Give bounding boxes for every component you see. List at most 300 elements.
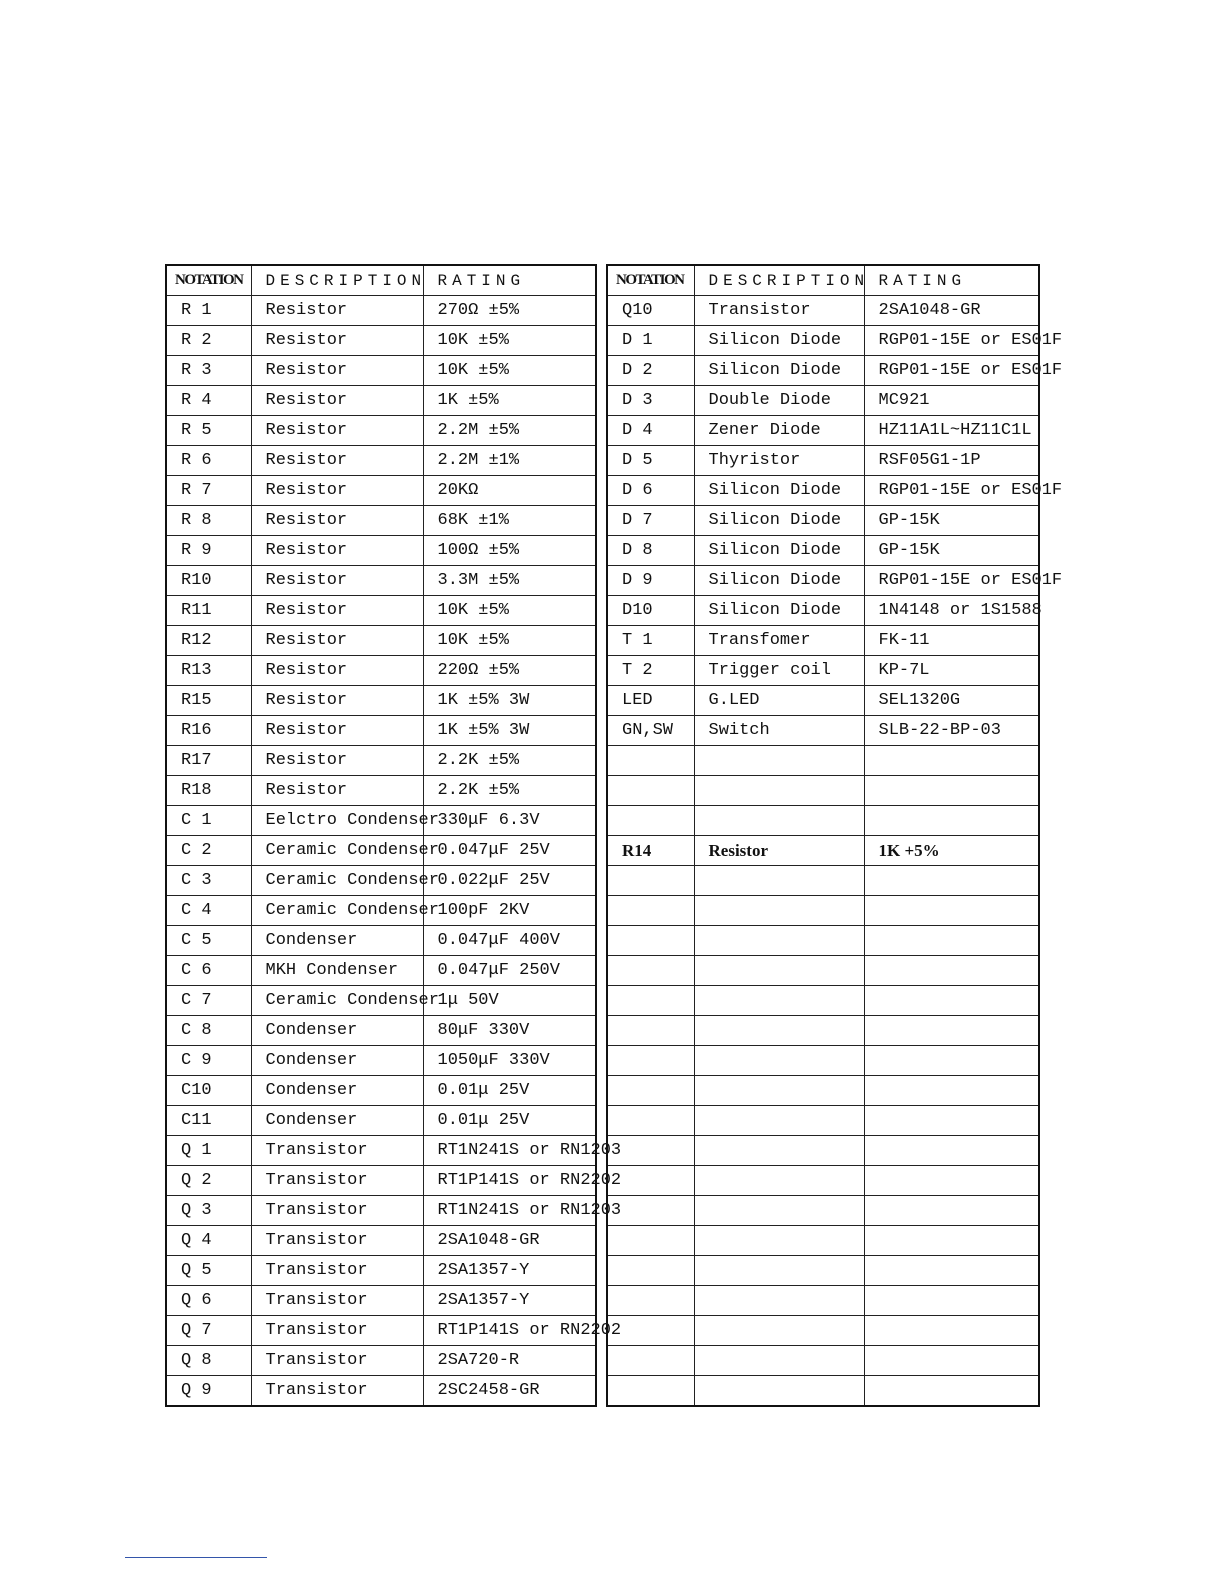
rating-cell	[864, 1346, 1039, 1376]
description-cell	[694, 776, 864, 806]
table-row	[607, 656, 1039, 686]
description-cell: Resistor	[251, 326, 423, 356]
notation-cell	[607, 1196, 694, 1226]
description-cell: Resistor	[251, 716, 423, 746]
rating-cell: 0.022μF 25V	[423, 866, 596, 896]
table-row	[166, 776, 596, 806]
rating-cell: 68K ±1%	[423, 506, 596, 536]
description-cell: Condenser	[251, 1106, 423, 1136]
table-row	[166, 896, 596, 926]
parts-table-left-body	[166, 296, 622, 1407]
description-cell: Condenser	[251, 1076, 423, 1106]
rating-cell: 80μF 330V	[423, 1016, 596, 1046]
notation-cell	[607, 1346, 694, 1376]
description-cell: Resistor	[251, 686, 423, 716]
table-row	[166, 1166, 596, 1196]
description-cell	[694, 956, 864, 986]
notation-cell: R11	[166, 596, 251, 626]
notation-cell: C 9	[166, 1046, 251, 1076]
rating-cell: GP-15K	[864, 506, 1039, 536]
notation-cell	[607, 1016, 694, 1046]
notation-cell: R 4	[166, 386, 251, 416]
description-cell	[694, 1076, 864, 1106]
notation-cell: T 1	[607, 626, 694, 656]
notation-cell: C 7	[166, 986, 251, 1016]
table-row	[607, 866, 1039, 896]
table-row	[607, 1196, 1039, 1226]
description-cell: Silicon Diode	[694, 506, 864, 536]
table-row	[166, 1076, 596, 1106]
description-cell: Transistor	[251, 1196, 423, 1226]
parts-table-right-body	[607, 296, 1063, 1407]
description-cell: MKH Condenser	[251, 956, 423, 986]
notation-cell: D 1	[607, 326, 694, 356]
rating-cell: 10K ±5%	[423, 356, 596, 386]
description-cell	[694, 1316, 864, 1346]
description-cell: Transistor	[251, 1376, 423, 1407]
header-row	[607, 265, 1039, 296]
description-cell: Double Diode	[694, 386, 864, 416]
table-row	[166, 296, 596, 326]
description-cell: Transistor	[251, 1226, 423, 1256]
rating-cell	[864, 1316, 1039, 1346]
notation-cell	[607, 776, 694, 806]
notation-cell: Q 2	[166, 1166, 251, 1196]
notation-cell: T 2	[607, 656, 694, 686]
table-row	[607, 926, 1039, 956]
table-row	[166, 476, 596, 506]
description-cell	[694, 1226, 864, 1256]
rating-cell: 220Ω ±5%	[423, 656, 596, 686]
rating-cell: 20KΩ	[423, 476, 596, 506]
description-cell: Transistor	[694, 296, 864, 326]
rating-cell: 270Ω ±5%	[423, 296, 596, 326]
rating-cell: 10K ±5%	[423, 326, 596, 356]
description-cell	[694, 1256, 864, 1286]
rating-cell: RGP01-15E or ES01F	[864, 476, 1039, 506]
rating-cell: 0.047μF 400V	[423, 926, 596, 956]
table-row	[607, 1346, 1039, 1376]
rating-cell: RSF05G1-1P	[864, 446, 1039, 476]
notation-cell: R 7	[166, 476, 251, 506]
rating-cell	[864, 956, 1039, 986]
table-row	[166, 926, 596, 956]
description-cell: Zener Diode	[694, 416, 864, 446]
description-cell: Resistor	[251, 746, 423, 776]
rating-cell: 10K ±5%	[423, 626, 596, 656]
table-row	[166, 1016, 596, 1046]
table-row	[607, 1316, 1039, 1346]
rating-cell: KP-7L	[864, 656, 1039, 686]
notation-cell: GN,SW	[607, 716, 694, 746]
rating-cell: 1μ 50V	[423, 986, 596, 1016]
notation-cell	[607, 1076, 694, 1106]
notation-cell: R14	[607, 836, 694, 866]
notation-cell: Q10	[607, 296, 694, 326]
rating-cell	[864, 1286, 1039, 1316]
description-cell: Resistor	[694, 836, 864, 866]
description-cell: Resistor	[251, 536, 423, 566]
notation-cell: R17	[166, 746, 251, 776]
notation-cell: R 2	[166, 326, 251, 356]
table-row	[607, 1226, 1039, 1256]
description-cell: Silicon Diode	[694, 356, 864, 386]
description-cell	[694, 1136, 864, 1166]
table-row	[607, 386, 1039, 416]
description-cell: Resistor	[251, 656, 423, 686]
table-row	[607, 536, 1039, 566]
rating-cell: 1K ±5% 3W	[423, 686, 596, 716]
rating-cell: MC921	[864, 386, 1039, 416]
table-row	[166, 626, 596, 656]
rating-cell	[864, 1166, 1039, 1196]
parts-table-left	[165, 264, 622, 1407]
table-row	[166, 1256, 596, 1286]
description-cell	[694, 1106, 864, 1136]
description-cell: Ceramic Condenser	[251, 866, 423, 896]
description-cell	[694, 896, 864, 926]
table-row	[607, 686, 1039, 716]
notation-cell: R18	[166, 776, 251, 806]
description-cell: Resistor	[251, 386, 423, 416]
table-row	[607, 446, 1039, 476]
description-cell	[694, 1196, 864, 1226]
rating-cell	[864, 896, 1039, 926]
notation-cell	[607, 1226, 694, 1256]
description-cell	[694, 806, 864, 836]
rating-cell: RT1P141S or RN2202	[423, 1166, 596, 1196]
table-row	[166, 746, 596, 776]
table-row	[607, 1136, 1039, 1166]
rating-cell: SLB-22-BP-03	[864, 716, 1039, 746]
rating-cell: 2.2M ±5%	[423, 416, 596, 446]
table-row	[607, 1376, 1039, 1407]
description-cell: Ceramic Condenser	[251, 896, 423, 926]
notation-cell: C11	[166, 1106, 251, 1136]
notation-cell: C 2	[166, 836, 251, 866]
table-row	[166, 356, 596, 386]
table-row	[166, 1376, 596, 1407]
table-row	[607, 1016, 1039, 1046]
notation-cell: D 7	[607, 506, 694, 536]
rating-cell: 1K ±5%	[423, 386, 596, 416]
table-row	[166, 326, 596, 356]
notation-cell: R12	[166, 626, 251, 656]
rating-cell: 2.2K ±5%	[423, 746, 596, 776]
notation-cell: Q 6	[166, 1286, 251, 1316]
description-cell	[694, 866, 864, 896]
notation-cell: D10	[607, 596, 694, 626]
table-row	[166, 446, 596, 476]
description-cell: Transistor	[251, 1316, 423, 1346]
table-row	[607, 356, 1039, 386]
table-row	[166, 1106, 596, 1136]
notation-cell: Q 4	[166, 1226, 251, 1256]
table-row	[166, 806, 596, 836]
table-row	[166, 416, 596, 446]
notation-cell: R10	[166, 566, 251, 596]
notation-cell	[607, 1286, 694, 1316]
rating-cell	[864, 1136, 1039, 1166]
table-row	[607, 476, 1039, 506]
notation-cell: D 8	[607, 536, 694, 566]
notation-cell: R 9	[166, 536, 251, 566]
description-cell	[694, 986, 864, 1016]
description-cell: Transfomer	[694, 626, 864, 656]
description-cell	[694, 746, 864, 776]
table-row	[166, 1226, 596, 1256]
rating-cell: 3.3M ±5%	[423, 566, 596, 596]
rating-cell	[864, 1016, 1039, 1046]
description-cell: Resistor	[251, 566, 423, 596]
description-cell	[694, 1376, 864, 1407]
table-row	[166, 686, 596, 716]
table-row	[607, 1286, 1039, 1316]
notation-cell	[607, 1316, 694, 1346]
rating-cell	[864, 1226, 1039, 1256]
description-cell	[694, 1046, 864, 1076]
description-cell: Silicon Diode	[694, 566, 864, 596]
rating-cell: 1K +5%	[864, 836, 1039, 866]
notation-cell	[607, 1166, 694, 1196]
rating-cell: 100pF 2KV	[423, 896, 596, 926]
rating-cell: 2SA1048-GR	[423, 1226, 596, 1256]
notation-cell	[607, 1136, 694, 1166]
description-cell	[694, 1286, 864, 1316]
table-row	[607, 836, 1039, 866]
table-row	[607, 1166, 1039, 1196]
description-cell: Resistor	[251, 296, 423, 326]
rating-cell: 100Ω ±5%	[423, 536, 596, 566]
notation-cell: Q 5	[166, 1256, 251, 1286]
rating-cell: RGP01-15E or ES01F	[864, 566, 1039, 596]
rating-cell: RT1N241S or RN1203	[423, 1196, 596, 1226]
rating-cell: HZ11A1L~HZ11C1L	[864, 416, 1039, 446]
rating-cell: GP-15K	[864, 536, 1039, 566]
table-row	[607, 716, 1039, 746]
notation-cell: C10	[166, 1076, 251, 1106]
table-row	[607, 956, 1039, 986]
notation-cell: D 9	[607, 566, 694, 596]
notation-cell: D 2	[607, 356, 694, 386]
table-row	[607, 506, 1039, 536]
table-row	[607, 986, 1039, 1016]
description-cell: Resistor	[251, 416, 423, 446]
table-row	[166, 386, 596, 416]
table-row	[166, 866, 596, 896]
table-row	[607, 1256, 1039, 1286]
table-row	[166, 1196, 596, 1226]
notation-cell: C 8	[166, 1016, 251, 1046]
table-row	[166, 1346, 596, 1376]
rating-cell	[864, 1076, 1039, 1106]
rating-cell	[864, 1046, 1039, 1076]
rating-cell: 2SA720-R	[423, 1346, 596, 1376]
rating-cell	[864, 866, 1039, 896]
description-cell: Transistor	[251, 1136, 423, 1166]
table-row	[166, 716, 596, 746]
rating-cell: 10K ±5%	[423, 596, 596, 626]
notation-cell: Q 1	[166, 1136, 251, 1166]
notation-cell: LED	[607, 686, 694, 716]
notation-cell: C 1	[166, 806, 251, 836]
notation-cell: R 5	[166, 416, 251, 446]
table-row	[166, 506, 596, 536]
notation-cell	[607, 1106, 694, 1136]
rating-cell	[864, 1376, 1039, 1407]
notation-cell	[607, 1376, 694, 1407]
notation-cell	[607, 986, 694, 1016]
notation-cell: C 5	[166, 926, 251, 956]
notation-cell: C 3	[166, 866, 251, 896]
description-cell: Silicon Diode	[694, 596, 864, 626]
table-row	[607, 296, 1039, 326]
notation-cell: R15	[166, 686, 251, 716]
table-row	[166, 596, 596, 626]
rating-cell: RGP01-15E or ES01F	[864, 326, 1039, 356]
notation-cell: Q 8	[166, 1346, 251, 1376]
table-row	[607, 626, 1039, 656]
notation-cell: Q 9	[166, 1376, 251, 1407]
table-row	[166, 656, 596, 686]
rating-cell	[864, 746, 1039, 776]
rating-header: RATING	[423, 265, 596, 296]
rating-cell	[864, 986, 1039, 1016]
table-row	[607, 566, 1039, 596]
rating-header: RATING	[864, 265, 1039, 296]
table-row	[166, 956, 596, 986]
description-cell: Silicon Diode	[694, 536, 864, 566]
rating-cell: 2.2M ±1%	[423, 446, 596, 476]
notation-cell: D 4	[607, 416, 694, 446]
rating-cell: 2SC2458-GR	[423, 1376, 596, 1407]
description-cell: G.LED	[694, 686, 864, 716]
notation-cell	[607, 926, 694, 956]
description-cell: Condenser	[251, 926, 423, 956]
table-row	[607, 1076, 1039, 1106]
notation-cell: R16	[166, 716, 251, 746]
description-cell: Resistor	[251, 626, 423, 656]
notation-cell: D 6	[607, 476, 694, 506]
rating-cell: 1N4148 or 1S1588	[864, 596, 1039, 626]
description-cell: Ceramic Condenser	[251, 836, 423, 866]
table-row	[166, 1046, 596, 1076]
table-row	[166, 986, 596, 1016]
header-row	[166, 265, 596, 296]
notation-cell: D 3	[607, 386, 694, 416]
description-cell: Resistor	[251, 476, 423, 506]
notation-cell: R 1	[166, 296, 251, 326]
rating-cell: SEL1320G	[864, 686, 1039, 716]
rating-cell: 0.047μF 250V	[423, 956, 596, 986]
description-cell: Trigger coil	[694, 656, 864, 686]
rating-cell: RT1N241S or RN1203	[423, 1136, 596, 1166]
description-cell: Condenser	[251, 1016, 423, 1046]
notation-cell	[607, 956, 694, 986]
table-row	[166, 1286, 596, 1316]
notation-cell	[607, 806, 694, 836]
notation-cell	[607, 746, 694, 776]
description-header: DESCRIPTION	[694, 265, 864, 296]
rating-cell	[864, 1106, 1039, 1136]
notation-cell: R 8	[166, 506, 251, 536]
table-row	[607, 806, 1039, 836]
description-cell: Ceramic Condenser	[251, 986, 423, 1016]
table-row	[607, 326, 1039, 356]
description-cell: Eelctro Condenser	[251, 806, 423, 836]
notation-cell: C 4	[166, 896, 251, 926]
notation-cell: C 6	[166, 956, 251, 986]
rating-cell: FK-11	[864, 626, 1039, 656]
notation-cell	[607, 896, 694, 926]
table-row	[166, 1136, 596, 1166]
table-row	[607, 1106, 1039, 1136]
footer-rule	[125, 1557, 267, 1558]
description-cell: Resistor	[251, 506, 423, 536]
description-cell: Transistor	[251, 1166, 423, 1196]
notation-cell	[607, 1046, 694, 1076]
notation-cell: R 6	[166, 446, 251, 476]
table-row	[607, 896, 1039, 926]
rating-cell: 330μF 6.3V	[423, 806, 596, 836]
table-row	[166, 836, 596, 866]
rating-cell: 2.2K ±5%	[423, 776, 596, 806]
description-cell: Silicon Diode	[694, 476, 864, 506]
rating-cell: 1K ±5% 3W	[423, 716, 596, 746]
rating-cell: 0.01μ 25V	[423, 1106, 596, 1136]
rating-cell: 2SA1357-Y	[423, 1286, 596, 1316]
description-cell	[694, 1346, 864, 1376]
description-cell: Resistor	[251, 446, 423, 476]
description-cell: Transistor	[251, 1346, 423, 1376]
rating-cell: 2SA1357-Y	[423, 1256, 596, 1286]
description-cell: Resistor	[251, 356, 423, 386]
rating-cell	[864, 1256, 1039, 1286]
rating-cell	[864, 1196, 1039, 1226]
rating-cell	[864, 926, 1039, 956]
table-row	[607, 776, 1039, 806]
description-cell: Resistor	[251, 776, 423, 806]
notation-cell	[607, 1256, 694, 1286]
rating-cell: 0.01μ 25V	[423, 1076, 596, 1106]
description-cell	[694, 1016, 864, 1046]
parts-table-right	[606, 264, 1063, 1407]
rating-cell	[864, 776, 1039, 806]
description-header: DESCRIPTION	[251, 265, 423, 296]
table-row	[607, 1046, 1039, 1076]
notation-cell: R 3	[166, 356, 251, 386]
notation-cell: Q 7	[166, 1316, 251, 1346]
table-row	[607, 596, 1039, 626]
rating-cell: RGP01-15E or ES01F	[864, 356, 1039, 386]
rating-cell: RT1P141S or RN2202	[423, 1316, 596, 1346]
description-cell: Silicon Diode	[694, 326, 864, 356]
description-cell: Transistor	[251, 1286, 423, 1316]
description-cell: Thyristor	[694, 446, 864, 476]
table-row	[166, 1316, 596, 1346]
notation-header: NOTATION	[607, 265, 694, 296]
notation-cell	[607, 866, 694, 896]
rating-cell: 0.047μF 25V	[423, 836, 596, 866]
description-cell	[694, 926, 864, 956]
notation-cell: D 5	[607, 446, 694, 476]
description-cell: Condenser	[251, 1046, 423, 1076]
description-cell: Resistor	[251, 596, 423, 626]
description-cell: Transistor	[251, 1256, 423, 1286]
notation-header: NOTATION	[166, 265, 251, 296]
rating-cell: 2SA1048-GR	[864, 296, 1039, 326]
table-row	[607, 416, 1039, 446]
